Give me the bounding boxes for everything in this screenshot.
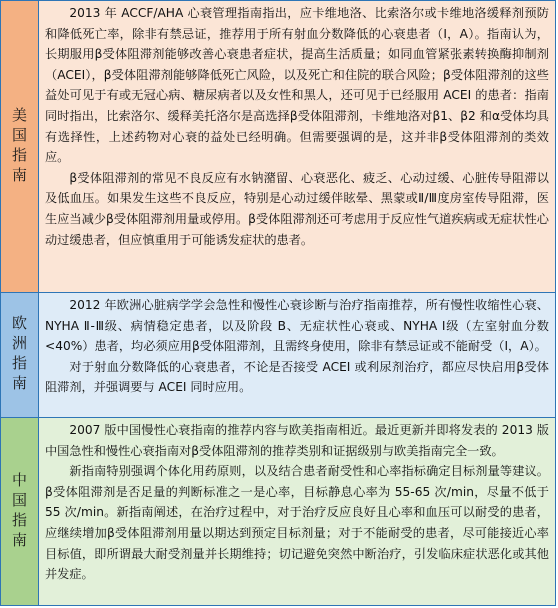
row-content-us bbox=[39, 1, 555, 293]
cn-paragraph-1: 2007 版中国慢性心衰指南的推荐内容与欧美指南相近。最近更新并即将发表的 2013 版中国急性和慢性心衰指南对β受体阻滞剂的推荐类别和证据级别与欧美指南完全一致。 bbox=[45, 423, 549, 458]
eu-paragraph-1: 2012 年欧洲心脏病学学会急性和慢性心衰诊断与治疗指南推荐，所有慢性收缩性心衰、NYHA Ⅱ-Ⅲ级、病情稳定患者，以及阶段 B、无症状性心衰或、NYHA Ⅰ级（左室射血分数<40%）患者，均必须应用β受体阻滞剂，且需终身使用，除非有禁忌证或不能耐受（Ⅰ，A）。 bbox=[45, 298, 549, 354]
row-content-cn bbox=[39, 418, 555, 605]
row-content-eu bbox=[39, 293, 555, 418]
us-paragraph-2: β受体阻滞剂的常见不良反应有水钠潴留、心衰恶化、疲乏、心动过缓、心脏传导阻滞以及低血压。如果发生这些不良反应，特别是心动过缓伴眩晕、黑蒙或Ⅱ/Ⅲ度房室传导阻滞，医生应当减少β受体阻滞剂用量或停用。β受体阻滞剂还可考虑用于反应性气道疾病或无症状性心动过缓患者，但应慎重用于可能诱发症状的患者。 bbox=[45, 170, 549, 247]
cn-paragraph-2: 新指南特别强调个体化用药原则，以及结合患者耐受性和心率指标确定目标剂量等建议。β受体阻滞剂是否足量的判断标准之一是心率，目标静息心率为 55-65 次/min，尽量不低于 55 次/min。新指南阐述，在治疗过程中，对于治疗反应良好且心率和血压可以耐受的患者，应继续增加β受体阻滞剂用量以期达到预定目标剂量；对于不能耐受的患者，尽可能接近心率目标值，即所谓最大耐受剂量并长期维持；切记避免突然中断治疗，引发临床症状恶化或其他并发症。 bbox=[45, 464, 549, 582]
row-label-us: 美国指南 bbox=[1, 1, 39, 293]
eu-paragraph-2: 对于射血分数降低的心衰患者，不论是否接受 ACEI 或利尿剂治疗，都应尽快启用β受体阻滞剂，并强调要与 ACEI 同时应用。 bbox=[45, 359, 549, 395]
row-label-eu: 欧洲指南 bbox=[1, 293, 39, 418]
us-paragraph-1: 2013 年 ACCF/AHA 心衰管理指南指出，应卡维地洛、比索洛尔或卡维地洛缓释剂预防和降低死亡率，除非有禁忌证，推荐用于所有射血分数降低的心衰患者（Ⅰ，A）。指南认为，长期服用β受体阻滞剂能够改善心衰患者症状，提高生活质量；如同血管紧张素转换酶抑制剂（ACEI），β受体阻滞剂能够降低死亡风险，以及死亡和住院的联合风险；β受体阻滞剂的这些益处可见于有或无冠心病、糖尿病者以及女性和黑人，还可见于已经服用 ACEI 的患者：指南同时指出，比索洛尔、缓释美托洛尔是高选择β受体阻滞剂，卡维地洛对β1、β2 和α受体均具有选择性，上述药物对心衰的益处已经明确。但需要强调的是，这并非β受体阻滞剂的类效应。 bbox=[45, 6, 549, 165]
row-label-cn: 中国指南 bbox=[1, 418, 39, 605]
